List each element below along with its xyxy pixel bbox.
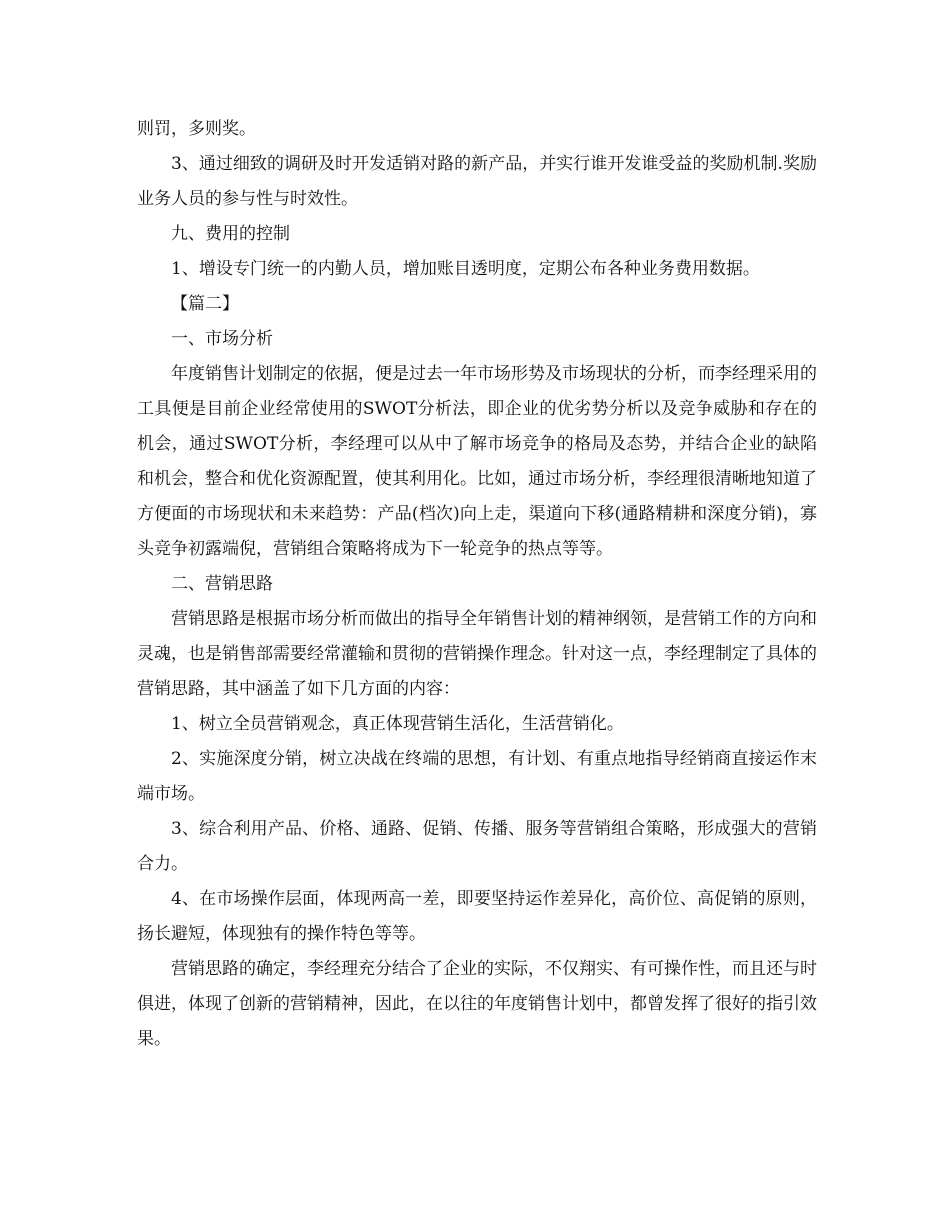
document-body: [137, 112, 817, 1057]
paragraph-item-3: 3、通过细致的调研及时开发适销对路的新产品，并实行谁开发谁受益的奖励机制.奖励业务人员的参与性与时效性。: [137, 154, 817, 209]
paragraph-idea-4: 4、在市场操作层面，体现两高一差，即要坚持运作差异化，高价位、高促销的原则，扬长避短，体现独有的操作特色等等。: [137, 889, 817, 944]
paragraph-idea-3: 3、综合利用产品、价格、通路、促销、传播、服务等营销组合策略，形成强大的营销合力。: [137, 819, 817, 874]
paragraph-idea-2: 2、实施深度分销，树立决战在终端的思想，有计划、有重点地指导经销商直接运作末端市场。: [137, 749, 817, 804]
section-heading-marketing-ideas: 二、营销思路: [171, 574, 273, 594]
part-heading: 【篇二】: [171, 294, 239, 314]
paragraph-conclusion: 营销思路的确定，李经理充分结合了企业的实际，不仅翔实、有可操作性，而且还与时俱进，体现了创新的营销精神，因此，在以往的年度销售计划中，都曾发挥了很好的指引效果。: [137, 959, 817, 1049]
paragraph-marketing-ideas: 营销思路是根据市场分析而做出的指导全年销售计划的精神纲领，是营销工作的方向和灵魂，也是销售部需要经常灌输和贯彻的营销操作理念。针对这一点，李经理制定了具体的营销思路，其中涵盖了如下几方面的内容：: [137, 609, 817, 699]
section-heading-market-analysis: 一、市场分析: [171, 329, 273, 349]
paragraph-continuation: 则罚，多则奖。: [137, 119, 256, 139]
paragraph-cost-item-1: 1、增设专门统一的内勤人员，增加账目透明度，定期公布各种业务费用数据。: [171, 259, 760, 279]
paragraph-idea-1: 1、树立全员营销观念，真正体现营销生活化，生活营销化。: [171, 714, 624, 734]
section-heading-cost-control: 九、费用的控制: [171, 224, 290, 244]
paragraph-market-analysis: 年度销售计划制定的依据，便是过去一年市场形势及市场现状的分析，而李经理采用的工具便是目前企业经常使用的SWOT分析法，即企业的优劣势分析以及竞争威胁和存在的机会，通过SWOT分析，李经理可以从中了解市场竞争的格局及态势，并结合企业的缺陷和机会，整合和优化资源配置，使其利用化。比如，通过市场分析，李经理很清晰地知道了方便面的市场现状和未来趋势：产品(档次)向上走，渠道向下移(通路精耕和深度分销)，寡头竞争初露端倪，营销组合策略将成为下一轮竞争的热点等等。: [137, 364, 817, 559]
